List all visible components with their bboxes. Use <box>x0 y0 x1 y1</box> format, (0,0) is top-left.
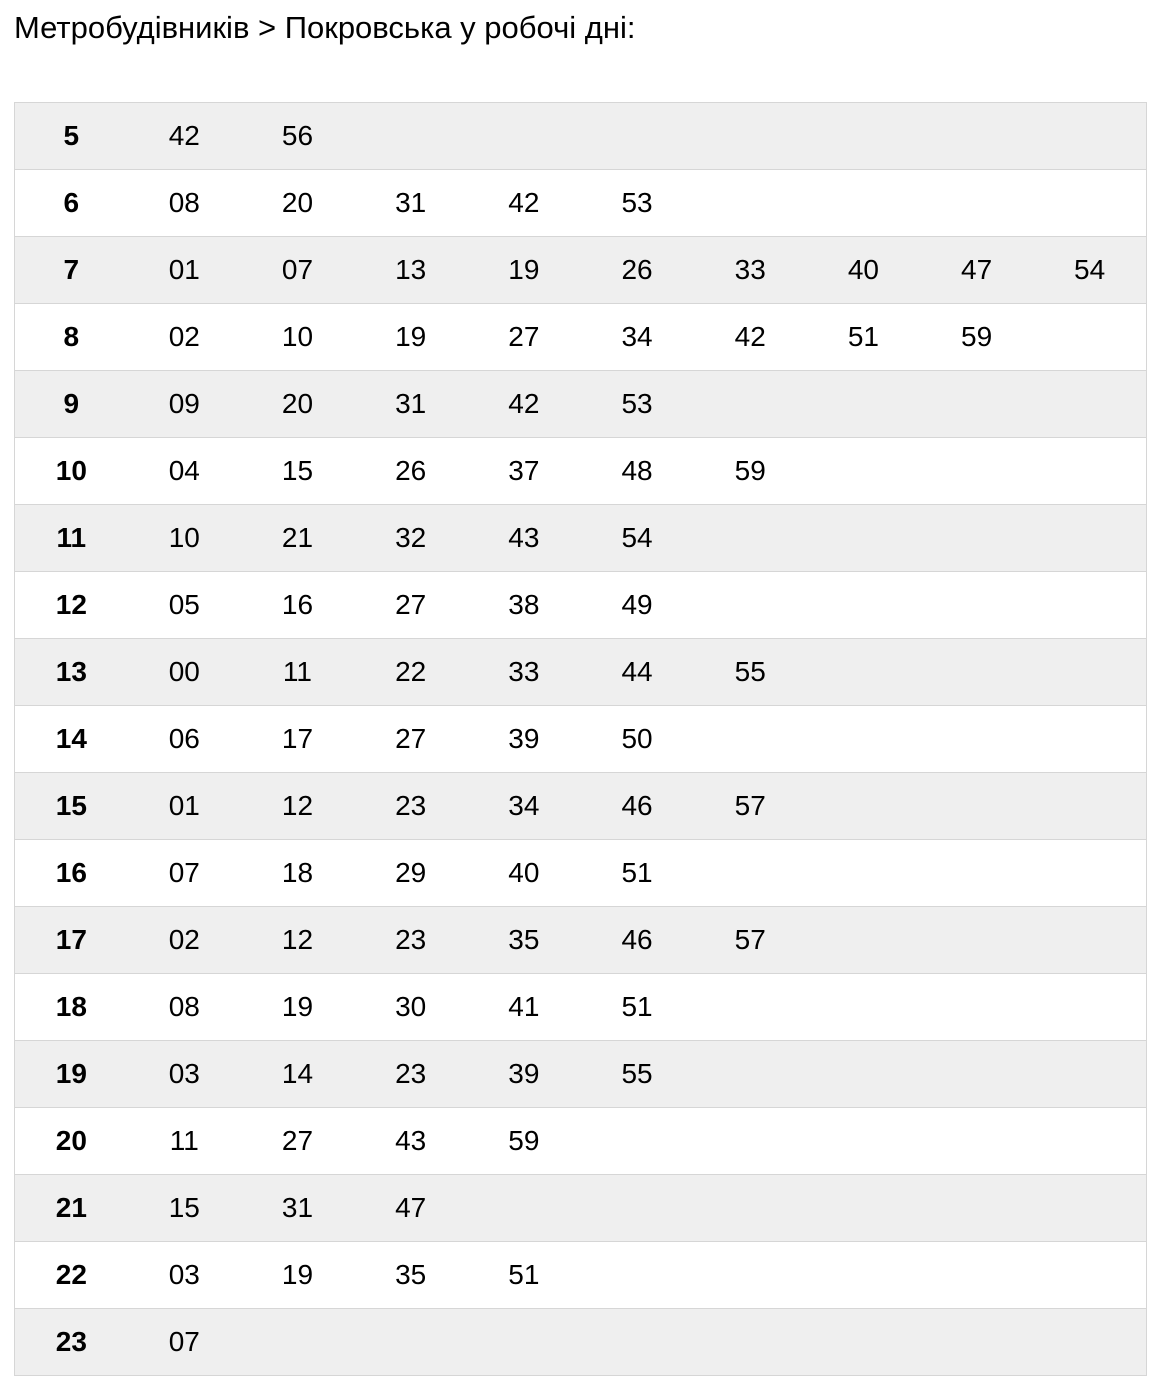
minute-cell: 12 <box>241 773 354 840</box>
empty-cell <box>1033 1108 1146 1175</box>
minute-cell: 29 <box>354 840 467 907</box>
empty-cell <box>807 840 920 907</box>
hour-cell: 5 <box>15 103 128 170</box>
table-row <box>15 1242 1147 1309</box>
minute-cell: 03 <box>128 1242 241 1309</box>
empty-cell <box>807 371 920 438</box>
minute-cell: 23 <box>354 773 467 840</box>
empty-cell <box>1033 1175 1146 1242</box>
minute-cell: 51 <box>580 840 693 907</box>
minute-cell: 35 <box>467 907 580 974</box>
empty-cell <box>694 1175 807 1242</box>
empty-cell <box>1033 639 1146 706</box>
minute-cell: 57 <box>694 907 807 974</box>
minute-cell: 19 <box>354 304 467 371</box>
minute-cell: 08 <box>128 974 241 1041</box>
hour-cell: 9 <box>15 371 128 438</box>
minute-cell: 07 <box>128 840 241 907</box>
minute-cell: 31 <box>354 371 467 438</box>
minute-cell: 35 <box>354 1242 467 1309</box>
table-row <box>15 1309 1147 1376</box>
hour-cell: 18 <box>15 974 128 1041</box>
minute-cell: 42 <box>467 170 580 237</box>
minute-cell: 18 <box>241 840 354 907</box>
minute-cell: 54 <box>1033 237 1146 304</box>
empty-cell <box>807 170 920 237</box>
minute-cell: 51 <box>580 974 693 1041</box>
hour-cell: 11 <box>15 505 128 572</box>
minute-cell: 31 <box>354 170 467 237</box>
minute-cell: 14 <box>241 1041 354 1108</box>
minute-cell: 01 <box>128 773 241 840</box>
empty-cell <box>694 840 807 907</box>
hour-cell: 10 <box>15 438 128 505</box>
empty-cell <box>1033 1309 1146 1376</box>
minute-cell: 47 <box>920 237 1033 304</box>
minute-cell: 51 <box>467 1242 580 1309</box>
empty-cell <box>1033 371 1146 438</box>
minute-cell: 02 <box>128 304 241 371</box>
empty-cell <box>807 907 920 974</box>
minute-cell: 54 <box>580 505 693 572</box>
minute-cell: 11 <box>241 639 354 706</box>
minute-cell: 22 <box>354 639 467 706</box>
table-row <box>15 438 1147 505</box>
minute-cell: 55 <box>694 639 807 706</box>
empty-cell <box>694 1309 807 1376</box>
minute-cell: 57 <box>694 773 807 840</box>
empty-cell <box>580 1309 693 1376</box>
minute-cell: 39 <box>467 706 580 773</box>
minute-cell: 19 <box>467 237 580 304</box>
empty-cell <box>1033 706 1146 773</box>
empty-cell <box>920 371 1033 438</box>
minute-cell: 27 <box>354 572 467 639</box>
schedule-body <box>15 103 1147 1376</box>
hour-cell: 23 <box>15 1309 128 1376</box>
empty-cell <box>807 639 920 706</box>
empty-cell <box>807 706 920 773</box>
minute-cell: 21 <box>241 505 354 572</box>
minute-cell: 46 <box>580 773 693 840</box>
empty-cell <box>1033 170 1146 237</box>
hour-cell: 15 <box>15 773 128 840</box>
empty-cell <box>920 1242 1033 1309</box>
empty-cell <box>807 505 920 572</box>
minute-cell: 05 <box>128 572 241 639</box>
empty-cell <box>920 773 1033 840</box>
minute-cell: 44 <box>580 639 693 706</box>
minute-cell: 59 <box>920 304 1033 371</box>
minute-cell: 06 <box>128 706 241 773</box>
minute-cell: 32 <box>354 505 467 572</box>
empty-cell <box>807 1041 920 1108</box>
minute-cell: 27 <box>354 706 467 773</box>
empty-cell <box>354 1309 467 1376</box>
minute-cell: 39 <box>467 1041 580 1108</box>
minute-cell: 37 <box>467 438 580 505</box>
empty-cell <box>807 974 920 1041</box>
empty-cell <box>1033 974 1146 1041</box>
empty-cell <box>694 1108 807 1175</box>
minute-cell: 11 <box>128 1108 241 1175</box>
table-row <box>15 1175 1147 1242</box>
minute-cell: 27 <box>241 1108 354 1175</box>
empty-cell <box>807 773 920 840</box>
minute-cell: 16 <box>241 572 354 639</box>
minute-cell: 10 <box>128 505 241 572</box>
minute-cell: 13 <box>354 237 467 304</box>
table-row <box>15 572 1147 639</box>
table-row <box>15 639 1147 706</box>
minute-cell: 30 <box>354 974 467 1041</box>
empty-cell <box>467 1175 580 1242</box>
table-row <box>15 103 1147 170</box>
empty-cell <box>920 505 1033 572</box>
table-row <box>15 907 1147 974</box>
empty-cell <box>354 103 467 170</box>
empty-cell <box>920 438 1033 505</box>
empty-cell <box>1033 438 1146 505</box>
hour-cell: 7 <box>15 237 128 304</box>
empty-cell <box>920 1309 1033 1376</box>
schedule-table <box>14 102 1147 1376</box>
minute-cell: 23 <box>354 1041 467 1108</box>
minute-cell: 20 <box>241 371 354 438</box>
minute-cell: 56 <box>241 103 354 170</box>
hour-cell: 12 <box>15 572 128 639</box>
table-row <box>15 505 1147 572</box>
minute-cell: 40 <box>807 237 920 304</box>
empty-cell <box>694 170 807 237</box>
empty-cell <box>920 706 1033 773</box>
empty-cell <box>1033 1242 1146 1309</box>
empty-cell <box>694 103 807 170</box>
empty-cell <box>467 103 580 170</box>
minute-cell: 08 <box>128 170 241 237</box>
empty-cell <box>920 572 1033 639</box>
minute-cell: 31 <box>241 1175 354 1242</box>
empty-cell <box>920 103 1033 170</box>
minute-cell: 53 <box>580 170 693 237</box>
minute-cell: 26 <box>354 438 467 505</box>
minute-cell: 03 <box>128 1041 241 1108</box>
hour-cell: 21 <box>15 1175 128 1242</box>
minute-cell: 07 <box>241 237 354 304</box>
minute-cell: 34 <box>467 773 580 840</box>
empty-cell <box>920 1175 1033 1242</box>
empty-cell <box>920 1108 1033 1175</box>
minute-cell: 20 <box>241 170 354 237</box>
empty-cell <box>920 1041 1033 1108</box>
minute-cell: 33 <box>467 639 580 706</box>
minute-cell: 51 <box>807 304 920 371</box>
table-row <box>15 773 1147 840</box>
hour-cell: 17 <box>15 907 128 974</box>
empty-cell <box>1033 840 1146 907</box>
table-row <box>15 304 1147 371</box>
hour-cell: 14 <box>15 706 128 773</box>
empty-cell <box>807 572 920 639</box>
minute-cell: 50 <box>580 706 693 773</box>
minute-cell: 17 <box>241 706 354 773</box>
empty-cell <box>694 1242 807 1309</box>
hour-cell: 16 <box>15 840 128 907</box>
empty-cell <box>807 103 920 170</box>
empty-cell <box>920 907 1033 974</box>
minute-cell: 38 <box>467 572 580 639</box>
table-row <box>15 1041 1147 1108</box>
empty-cell <box>694 371 807 438</box>
table-row <box>15 237 1147 304</box>
table-row <box>15 371 1147 438</box>
empty-cell <box>920 639 1033 706</box>
empty-cell <box>807 438 920 505</box>
hour-cell: 22 <box>15 1242 128 1309</box>
minute-cell: 19 <box>241 1242 354 1309</box>
minute-cell: 33 <box>694 237 807 304</box>
minute-cell: 55 <box>580 1041 693 1108</box>
page-title: Метробудівників > Покровська у робочі дні: <box>14 10 636 45</box>
minute-cell: 07 <box>128 1309 241 1376</box>
empty-cell <box>1033 572 1146 639</box>
minute-cell: 41 <box>467 974 580 1041</box>
empty-cell <box>1033 103 1146 170</box>
empty-cell <box>920 840 1033 907</box>
minute-cell: 01 <box>128 237 241 304</box>
minute-cell: 42 <box>128 103 241 170</box>
minute-cell: 42 <box>694 304 807 371</box>
minute-cell: 02 <box>128 907 241 974</box>
empty-cell <box>1033 304 1146 371</box>
empty-cell <box>467 1309 580 1376</box>
empty-cell <box>1033 505 1146 572</box>
empty-cell <box>1033 907 1146 974</box>
minute-cell: 59 <box>467 1108 580 1175</box>
minute-cell: 00 <box>128 639 241 706</box>
empty-cell <box>1033 773 1146 840</box>
hour-cell: 19 <box>15 1041 128 1108</box>
minute-cell: 09 <box>128 371 241 438</box>
empty-cell <box>694 1041 807 1108</box>
minute-cell: 12 <box>241 907 354 974</box>
minute-cell: 15 <box>128 1175 241 1242</box>
empty-cell <box>807 1108 920 1175</box>
empty-cell <box>580 103 693 170</box>
empty-cell <box>694 974 807 1041</box>
minute-cell: 46 <box>580 907 693 974</box>
empty-cell <box>1033 1041 1146 1108</box>
minute-cell: 42 <box>467 371 580 438</box>
hour-cell: 20 <box>15 1108 128 1175</box>
empty-cell <box>920 170 1033 237</box>
empty-cell <box>807 1242 920 1309</box>
empty-cell <box>580 1175 693 1242</box>
minute-cell: 53 <box>580 371 693 438</box>
table-row <box>15 974 1147 1041</box>
empty-cell <box>807 1175 920 1242</box>
empty-cell <box>920 974 1033 1041</box>
minute-cell: 04 <box>128 438 241 505</box>
empty-cell <box>807 1309 920 1376</box>
empty-cell <box>694 706 807 773</box>
minute-cell: 10 <box>241 304 354 371</box>
table-row <box>15 840 1147 907</box>
minute-cell: 59 <box>694 438 807 505</box>
minute-cell: 48 <box>580 438 693 505</box>
empty-cell <box>241 1309 354 1376</box>
empty-cell <box>694 505 807 572</box>
table-row <box>15 170 1147 237</box>
empty-cell <box>580 1242 693 1309</box>
table-row <box>15 1108 1147 1175</box>
hour-cell: 8 <box>15 304 128 371</box>
minute-cell: 43 <box>354 1108 467 1175</box>
hour-cell: 6 <box>15 170 128 237</box>
hour-cell: 13 <box>15 639 128 706</box>
minute-cell: 19 <box>241 974 354 1041</box>
table-row <box>15 706 1147 773</box>
minute-cell: 43 <box>467 505 580 572</box>
empty-cell <box>580 1108 693 1175</box>
minute-cell: 27 <box>467 304 580 371</box>
minute-cell: 15 <box>241 438 354 505</box>
minute-cell: 34 <box>580 304 693 371</box>
minute-cell: 47 <box>354 1175 467 1242</box>
minute-cell: 49 <box>580 572 693 639</box>
minute-cell: 23 <box>354 907 467 974</box>
minute-cell: 26 <box>580 237 693 304</box>
empty-cell <box>694 572 807 639</box>
minute-cell: 40 <box>467 840 580 907</box>
